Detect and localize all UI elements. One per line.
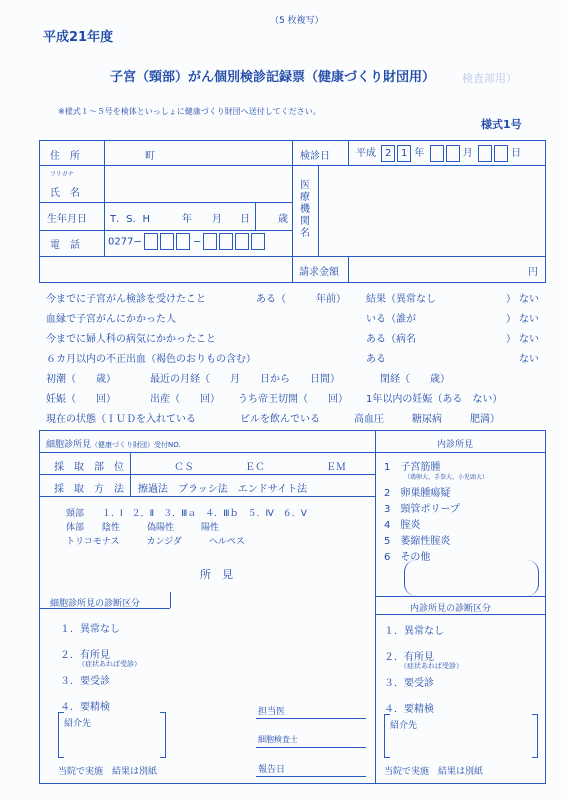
age-unit: 歳 bbox=[278, 214, 288, 225]
phone-cell[interactable] bbox=[219, 233, 233, 250]
cesarean-field[interactable]: うち帝王切開（ 回） bbox=[238, 394, 348, 405]
history-q4: ６カ月以内の不正出血（褐色のおりもの含む） bbox=[46, 354, 256, 365]
internal-referral-label: 紹介先 bbox=[390, 721, 418, 731]
phone-cell[interactable] bbox=[160, 233, 174, 250]
institution-label: 医療機関名 bbox=[300, 180, 310, 239]
phone-field[interactable] bbox=[108, 233, 265, 250]
phone-cell[interactable] bbox=[203, 233, 217, 250]
cervix-classes[interactable]: １．Ⅰ ２．Ⅱ ３．Ⅲａ ４．Ⅲｂ ５．Ⅳ ６．Ⅴ bbox=[102, 509, 307, 519]
cytology-referral-bracket-right bbox=[160, 712, 166, 758]
history-q2-yes[interactable]: いる（誰が ） bbox=[366, 314, 516, 325]
cytology-diag-findings-note: （症状あれば受診） bbox=[78, 660, 141, 668]
cervix-label: 頸部 bbox=[66, 509, 85, 519]
exam-date-label: 検診日 bbox=[300, 151, 330, 162]
phone-cell[interactable] bbox=[176, 233, 190, 250]
exam-year-unit: 年 bbox=[414, 148, 425, 159]
history-q1-result[interactable]: 結果（異常なし ） bbox=[366, 294, 516, 305]
current-status-pill[interactable]: ピルを飲んでいる bbox=[240, 414, 320, 425]
month-cell[interactable] bbox=[446, 145, 460, 162]
history-q2-no[interactable]: ない bbox=[519, 314, 539, 325]
internal-item-1-sizes: （鶏卵大、手拳大、小児頭大） bbox=[404, 474, 489, 481]
cytology-referral-label: 紹介先 bbox=[64, 719, 92, 729]
birth-year-unit: 年 bbox=[182, 214, 192, 225]
internal-diag-findings-note: （症状あれば受診） bbox=[400, 662, 463, 670]
instruction-note: ※様式１～５号を検体といっしょに健康づくり財団へ送付してください。 bbox=[58, 107, 321, 116]
history-q4-yes[interactable]: ある bbox=[366, 354, 386, 365]
internal-item-4[interactable]: 4 腟炎 bbox=[384, 520, 421, 531]
phone-prefix: 0277− bbox=[108, 236, 142, 248]
exam-date-digit-2: 1 bbox=[397, 145, 411, 162]
history-q2: 血縁で子宮がんにかかった人 bbox=[46, 314, 176, 325]
bill-unit: 円 bbox=[528, 267, 538, 278]
internal-diag-header: 内診所見の診断区分 bbox=[410, 604, 492, 614]
internal-diag-normal[interactable]: １．異常なし bbox=[384, 626, 444, 637]
birth-month-unit: 月 bbox=[212, 214, 222, 225]
cytology-diag-detailed[interactable]: ４．要精検 bbox=[60, 702, 110, 713]
cytotech-label: 細胞検査士 bbox=[258, 735, 298, 744]
history-q3: 今までに婦人科の病気にかかったこと bbox=[46, 334, 216, 345]
internal-item-5[interactable]: 5 萎縮性腟炎 bbox=[384, 536, 451, 547]
birth-label: 生年月日 bbox=[47, 214, 87, 225]
internal-referral-bracket-right bbox=[532, 714, 538, 758]
pregnancy-field[interactable]: 妊娠（ 回） bbox=[46, 394, 116, 405]
exam-month-unit: 月 bbox=[462, 148, 473, 159]
cytology-header-label: 細胞診所見 bbox=[46, 440, 92, 450]
cytology-diag-findings[interactable]: ２．有所見 bbox=[60, 650, 110, 661]
form-number: 様式1号 bbox=[481, 118, 522, 131]
cytology-referral-bracket-left bbox=[58, 712, 64, 758]
copies-note: （5 枚複写） bbox=[270, 16, 324, 26]
method-label: 採 取 方 法 bbox=[54, 484, 124, 495]
phone-dash: − bbox=[193, 236, 202, 248]
delivery-field[interactable]: 出産（ 回） bbox=[150, 394, 220, 405]
site-em[interactable]: ＥＭ bbox=[326, 462, 346, 473]
internal-item-2[interactable]: 2 卵巣腫瘍疑 bbox=[384, 488, 451, 499]
birth-eras[interactable]: T．S．H bbox=[110, 214, 150, 225]
bill-label: 請求金額 bbox=[299, 267, 339, 278]
internal-item-3[interactable]: 3 頸管ポリープ bbox=[384, 504, 460, 515]
history-q3-no[interactable]: ない bbox=[519, 334, 539, 345]
internal-header: 内診所見 bbox=[437, 440, 474, 450]
day-cell[interactable] bbox=[478, 145, 492, 162]
phone-label: 電 話 bbox=[50, 240, 80, 251]
exam-day-unit: 日 bbox=[511, 148, 522, 159]
month-cell[interactable] bbox=[430, 145, 444, 162]
current-status-diabetes[interactable]: 糖尿病 bbox=[412, 414, 442, 425]
internal-diag-findings[interactable]: ２．有所見 bbox=[384, 652, 434, 663]
cytology-diag-consult[interactable]: ３．要受診 bbox=[60, 676, 110, 687]
current-status-obesity[interactable]: 肥満） bbox=[470, 414, 500, 425]
exam-date-era: 平成 bbox=[356, 148, 376, 159]
history-q4-no[interactable]: ない bbox=[519, 354, 539, 365]
address-town[interactable]: 町 bbox=[145, 151, 155, 162]
internal-diag-consult[interactable]: ３．要受診 bbox=[384, 678, 434, 689]
form-title: 子宮（頸部）がん個別検診記録票（健康づくり財団用） bbox=[110, 70, 436, 85]
internal-item-6[interactable]: 6 その他 bbox=[384, 552, 431, 563]
menarche-field[interactable]: 初潮（ 歳） bbox=[46, 374, 116, 385]
doctor-label: 担当医 bbox=[258, 707, 286, 717]
history-q3-yes[interactable]: ある（病名 ） bbox=[366, 334, 516, 345]
phone-cell[interactable] bbox=[235, 233, 249, 250]
internal-item-1[interactable]: 1 子宮筋腫 bbox=[384, 462, 441, 473]
menopause-field[interactable]: 閉経（ 歳） bbox=[380, 374, 450, 385]
phone-cell[interactable] bbox=[144, 233, 158, 250]
organism-row[interactable]: トリコモナス カンジダ ヘルペス bbox=[66, 537, 245, 547]
fiscal-year: 平成21年度 bbox=[43, 30, 114, 45]
site-ec[interactable]: ＥＣ bbox=[245, 462, 265, 473]
history-q1-yes[interactable]: ある（ 年前） bbox=[256, 294, 346, 305]
cytology-receipt-no: （健康づくり財団）受付NO. bbox=[91, 441, 181, 449]
recent-pregnancy-field[interactable]: 1年以内の妊娠（ある ない） bbox=[366, 394, 503, 405]
cytology-diag-normal[interactable]: １．異常なし bbox=[60, 624, 120, 635]
other-paren-left bbox=[404, 560, 417, 596]
phone-cell[interactable] bbox=[251, 233, 265, 250]
report-date-label: 報告日 bbox=[258, 765, 286, 775]
cytology-footer: 当院で実施 結果は別紙 bbox=[58, 767, 158, 777]
history-q1: 今までに子宮がん検診を受けたこと bbox=[46, 294, 206, 305]
body-row[interactable]: 体部 陰性 偽陽性 陽性 bbox=[66, 523, 220, 533]
form-title-ghost: 検査部用） bbox=[462, 72, 517, 85]
last-period-field[interactable]: 最近の月経（ 月 日から 日間） bbox=[150, 374, 340, 385]
name-label: 氏 名 bbox=[50, 188, 80, 199]
internal-referral-bracket-left bbox=[384, 714, 390, 758]
current-status-hypertension[interactable]: 高血圧 bbox=[354, 414, 384, 425]
furigana-label: フリガナ bbox=[50, 171, 74, 178]
site-label: 採 取 部 位 bbox=[54, 462, 124, 473]
site-cs[interactable]: ＣＳ bbox=[174, 462, 194, 473]
internal-diag-detailed[interactable]: ４．要精検 bbox=[384, 704, 434, 715]
findings-label: 所 見 bbox=[200, 568, 233, 581]
day-cell[interactable] bbox=[494, 145, 508, 162]
exam-date-digit-1: 2 bbox=[381, 145, 395, 162]
internal-footer: 当院で実施 結果は別紙 bbox=[384, 767, 484, 777]
history-q1-no[interactable]: ない bbox=[519, 294, 539, 305]
address-label: 住 所 bbox=[50, 151, 80, 162]
current-status-iud[interactable]: 現在の状態（ＩＵＤを入れている bbox=[46, 414, 196, 425]
method-options[interactable]: 擦過法 ブラッシ法 エンドサイト法 bbox=[138, 484, 308, 495]
cytology-header bbox=[46, 437, 181, 450]
exam-date-field[interactable] bbox=[356, 144, 521, 162]
cytology-diag-header: 細胞診所見の診断区分 bbox=[50, 599, 141, 609]
birth-day-unit: 日 bbox=[240, 214, 250, 225]
